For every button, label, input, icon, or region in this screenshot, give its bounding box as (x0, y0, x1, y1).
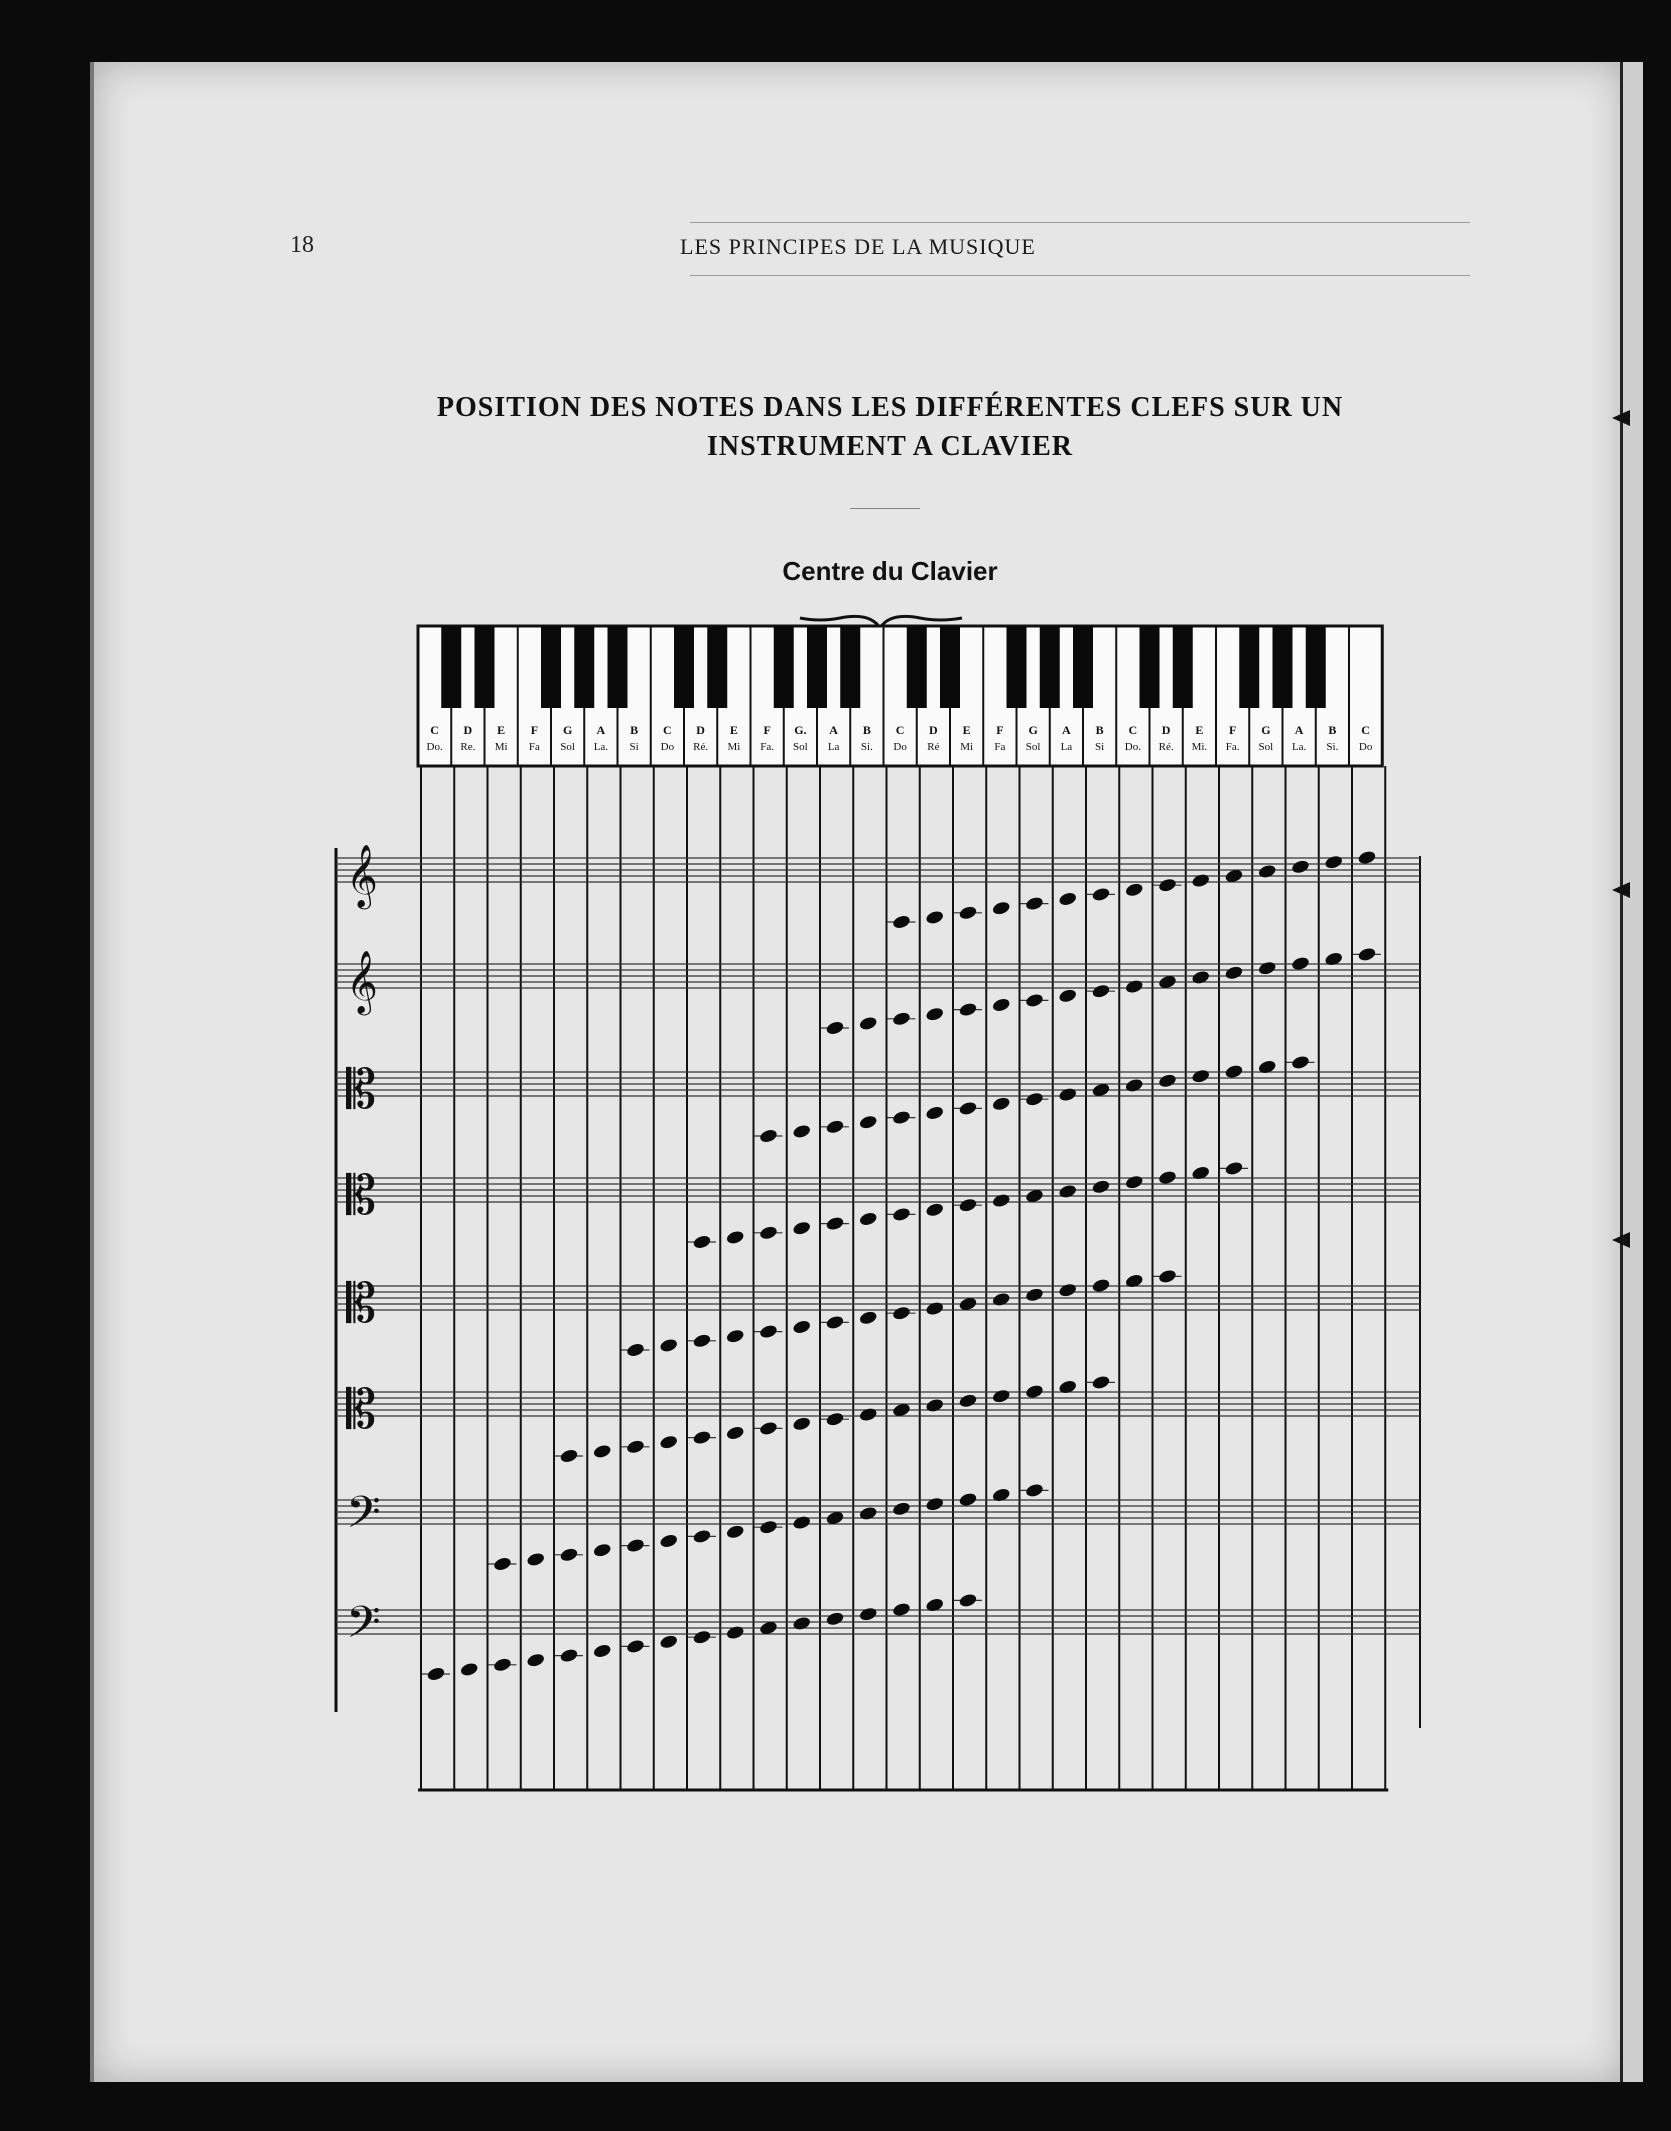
page-edge-mark (1612, 410, 1630, 426)
page-edge-mark (1612, 1232, 1630, 1248)
black-key (1140, 626, 1160, 708)
key-name: La (1060, 741, 1073, 753)
note-head (1025, 1384, 1045, 1400)
note-head (692, 1234, 712, 1250)
note-head (426, 1666, 446, 1682)
note-head (858, 1407, 878, 1423)
key-letter: F (530, 723, 539, 737)
note-head (792, 1515, 812, 1531)
note-head (925, 1496, 945, 1512)
note-head (1091, 1179, 1111, 1195)
note-head (925, 1202, 945, 1218)
note-head (1158, 877, 1178, 893)
key-letter: B (1095, 723, 1104, 737)
key-name: Ré. (1158, 741, 1174, 753)
note-head (759, 1519, 779, 1535)
key-letter: E (729, 723, 738, 737)
note-head (1324, 854, 1344, 870)
key-letter: A (1062, 723, 1071, 737)
note-head (493, 1556, 513, 1572)
note-head (526, 1551, 546, 1567)
black-key (574, 626, 594, 708)
black-key (608, 626, 628, 708)
note-head (792, 1319, 812, 1335)
note-head (1224, 1064, 1244, 1080)
key-name: Re. (460, 741, 476, 753)
note-head (626, 1439, 646, 1455)
note-head (958, 1100, 978, 1116)
key-name: Mi (960, 741, 974, 753)
clef-c-tenor: 𝄡 (346, 1378, 377, 1441)
note-head (892, 914, 912, 930)
note-head (858, 1606, 878, 1622)
key-name: Fa. (760, 741, 774, 753)
key-letter: C (663, 723, 672, 737)
note-head (1025, 1482, 1045, 1498)
note-head (1191, 1068, 1211, 1084)
key-name: Ré. (693, 741, 709, 753)
key-name: Mi (494, 741, 508, 753)
page-number: 18 (290, 232, 314, 258)
black-key (707, 626, 727, 708)
clef-c-soprano: 𝄡 (346, 1058, 377, 1121)
note-head (659, 1533, 679, 1549)
black-key (774, 626, 794, 708)
note-head (759, 1324, 779, 1340)
note-head (1124, 882, 1144, 898)
clef-treble-high: 𝄞 (346, 844, 378, 907)
note-head (559, 1448, 579, 1464)
note-head (592, 1542, 612, 1558)
note-head (725, 1328, 745, 1344)
note-head (991, 900, 1011, 916)
note-head (1025, 896, 1045, 912)
note-head (825, 1411, 845, 1427)
key-letter: B (630, 723, 639, 737)
chart-title-line-1: POSITION DES NOTES DANS LES DIFFÉRENTES CLEFS SUR UN (436, 392, 1344, 423)
key-name: Fa (528, 741, 540, 753)
key-letter: D (463, 723, 473, 737)
note-head (592, 1643, 612, 1659)
key-letter: A (1294, 723, 1304, 737)
black-key (1306, 626, 1326, 708)
chart-title-line-2: INSTRUMENT A CLAVIER (707, 431, 1073, 462)
key-name: Mi. (1191, 741, 1208, 753)
note-head (1091, 1278, 1111, 1294)
note-head (792, 1615, 812, 1631)
note-head (1058, 1379, 1078, 1395)
note-head (892, 1501, 912, 1517)
note-head (692, 1333, 712, 1349)
key-letter: E (962, 723, 971, 737)
note-head (892, 1305, 912, 1321)
running-head: LES PRINCIPES DE LA MUSIQUE (680, 234, 1036, 259)
note-head (825, 1314, 845, 1330)
note-head (858, 1114, 878, 1130)
note-head (1224, 965, 1244, 981)
key-name: Si. (1326, 741, 1339, 753)
key-letter: D (929, 723, 938, 737)
note-head (925, 1301, 945, 1317)
key-name: Sol (1025, 741, 1041, 753)
note-head (958, 1592, 978, 1608)
key-letter: C (895, 723, 905, 737)
note-head (692, 1528, 712, 1544)
key-letter: F (1228, 723, 1237, 737)
key-name: La. (1291, 741, 1307, 753)
note-head (958, 1492, 978, 1508)
black-key (807, 626, 827, 708)
black-key (907, 626, 927, 708)
note-head (892, 1011, 912, 1027)
note-head (592, 1443, 612, 1459)
note-head (991, 1487, 1011, 1503)
key-letter: D (696, 723, 705, 737)
key-letter: G. (794, 723, 807, 737)
key-letter: G (1028, 723, 1038, 737)
note-head (858, 1211, 878, 1227)
note-head (792, 1220, 812, 1236)
note-head (626, 1342, 646, 1358)
note-head (725, 1425, 745, 1441)
centre-label: Centre du Clavier (782, 556, 998, 586)
key-name: Sol (793, 741, 808, 753)
clef-c-alto: 𝄡 (346, 1272, 377, 1335)
note-head (1058, 891, 1078, 907)
key-letter: B (862, 723, 871, 737)
note-head (725, 1524, 745, 1540)
note-head (1025, 992, 1045, 1008)
clef-treble: 𝄞 (346, 950, 378, 1013)
key-name: La. (593, 741, 609, 753)
key-name: Si (629, 741, 639, 753)
note-head (1124, 1273, 1144, 1289)
key-name: Do (1358, 741, 1373, 753)
key-letter: E (497, 723, 506, 737)
note-head (626, 1538, 646, 1554)
key-letter: D (1161, 723, 1171, 737)
key-name: Do (893, 741, 907, 753)
note-head (1158, 1170, 1178, 1186)
note-head (759, 1128, 779, 1144)
note-head (925, 1105, 945, 1121)
note-head (925, 1597, 945, 1613)
note-head (1291, 956, 1311, 972)
note-head (626, 1638, 646, 1654)
black-key (840, 626, 860, 708)
black-key (475, 626, 495, 708)
clef-bass-baritone: 𝄢 (346, 1486, 381, 1549)
note-head (792, 1416, 812, 1432)
black-key (1239, 626, 1259, 708)
note-head (1257, 863, 1277, 879)
note-head (858, 1015, 878, 1031)
note-head (1091, 1374, 1111, 1390)
note-head (792, 1123, 812, 1139)
note-head (925, 909, 945, 925)
note-head (659, 1337, 679, 1353)
note-head (692, 1430, 712, 1446)
key-letter: C (430, 723, 439, 737)
note-head (1091, 886, 1111, 902)
note-head (526, 1652, 546, 1668)
key-name: Sol (560, 741, 575, 753)
note-head (991, 997, 1011, 1013)
note-head (1324, 951, 1344, 967)
note-head (825, 1020, 845, 1036)
black-key (1007, 626, 1027, 708)
note-head (659, 1434, 679, 1450)
key-letter: B (1328, 723, 1337, 737)
note-head (892, 1602, 912, 1618)
note-head (725, 1625, 745, 1641)
note-head (493, 1657, 513, 1673)
note-head (958, 1197, 978, 1213)
key-letter: A (596, 723, 606, 737)
note-head (1058, 1183, 1078, 1199)
note-head (958, 1002, 978, 1018)
black-key (1040, 626, 1060, 708)
key-letter: A (829, 723, 838, 737)
key-name: Sol (1258, 741, 1274, 753)
note-head (958, 905, 978, 921)
key-letter: F (996, 723, 1004, 737)
note-head (825, 1119, 845, 1135)
black-key (441, 626, 461, 708)
key-name: Si. (860, 741, 873, 753)
black-key (541, 626, 561, 708)
key-name: Fa. (1225, 741, 1240, 753)
key-letter: E (1195, 723, 1204, 737)
note-head (892, 1206, 912, 1222)
note-head (1124, 1174, 1144, 1190)
key-name: La (827, 741, 840, 753)
note-head (1058, 1087, 1078, 1103)
note-head (1257, 960, 1277, 976)
key-name: Do (660, 741, 675, 753)
note-head (725, 1229, 745, 1245)
note-head (1091, 983, 1111, 999)
key-name: Mi (727, 741, 741, 753)
note-head (459, 1661, 479, 1677)
note-head (1257, 1059, 1277, 1075)
key-letter: C (1128, 723, 1138, 737)
note-head (892, 1110, 912, 1126)
key-name: Si (1095, 741, 1105, 753)
black-key (1173, 626, 1193, 708)
note-head (825, 1611, 845, 1627)
note-head (1191, 873, 1211, 889)
note-head (991, 1388, 1011, 1404)
note-head (991, 1193, 1011, 1209)
note-head (1158, 1073, 1178, 1089)
key-name: Do. (426, 741, 443, 753)
note-head (1058, 988, 1078, 1004)
key-letter: G (1261, 723, 1271, 737)
note-head (858, 1310, 878, 1326)
note-head (1191, 1165, 1211, 1181)
note-head (991, 1291, 1011, 1307)
note-head (1291, 1054, 1311, 1070)
key-letter: C (1361, 723, 1370, 737)
note-head (1357, 850, 1377, 866)
black-key (674, 626, 694, 708)
note-head (1025, 1091, 1045, 1107)
note-head (1124, 979, 1144, 995)
note-head (1124, 1077, 1144, 1093)
note-head (759, 1225, 779, 1241)
note-head (559, 1547, 579, 1563)
black-key (940, 626, 960, 708)
clef-bass: 𝄢 (346, 1596, 381, 1659)
note-head (925, 1006, 945, 1022)
note-head (991, 1096, 1011, 1112)
note-head (692, 1629, 712, 1645)
key-name: Ré (927, 741, 940, 753)
note-head (759, 1420, 779, 1436)
note-head (1025, 1287, 1045, 1303)
key-letter: G (562, 723, 573, 737)
note-head (1058, 1282, 1078, 1298)
note-head (1158, 1268, 1178, 1284)
note-head (1291, 859, 1311, 875)
black-key (1073, 626, 1093, 708)
note-head (559, 1648, 579, 1664)
clef-c-mezzo: 𝄡 (346, 1164, 377, 1227)
note-head (659, 1634, 679, 1650)
black-key (1273, 626, 1293, 708)
note-head (958, 1393, 978, 1409)
note-head (858, 1505, 878, 1521)
key-name: Do. (1124, 741, 1141, 753)
note-head (1224, 1160, 1244, 1176)
key-letter: F (763, 723, 771, 737)
note-head (825, 1216, 845, 1232)
key-name: Fa (994, 741, 1006, 753)
note-head (1357, 946, 1377, 962)
page-edge-mark (1612, 882, 1630, 898)
note-head (925, 1397, 945, 1413)
note-head (1191, 969, 1211, 985)
